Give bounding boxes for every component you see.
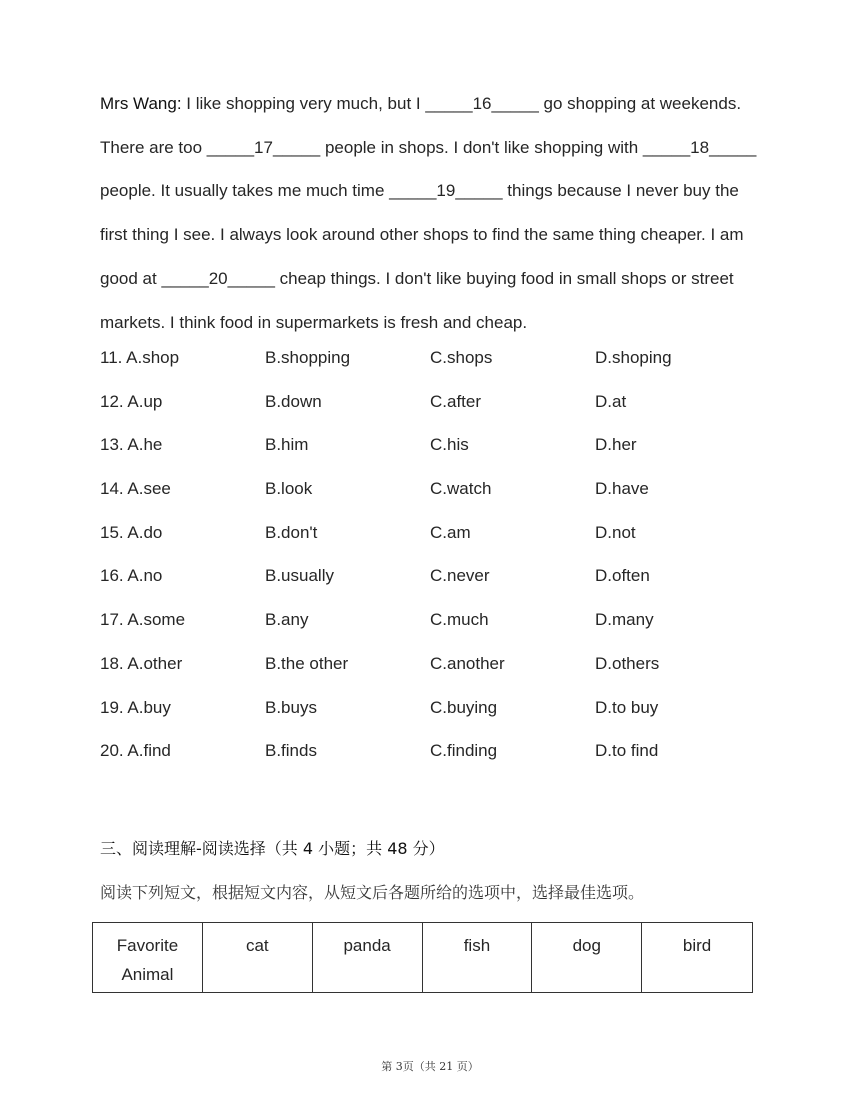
option-row <box>100 467 760 511</box>
table-cell: dog <box>532 923 642 993</box>
option-a: 16. A.no <box>100 566 163 586</box>
favorite-animal-table <box>92 922 753 993</box>
option-b: B.any <box>265 610 309 630</box>
option-d: D.often <box>595 566 650 586</box>
option-a: 11. A.shop <box>100 348 180 367</box>
option-a: 20. A.find <box>100 741 171 761</box>
option-b: B.shopping <box>265 348 351 367</box>
table-cell: bird <box>642 923 753 993</box>
option-c: C.another <box>430 653 505 673</box>
option-d: D.many <box>595 610 654 630</box>
option-row <box>100 380 760 424</box>
option-row <box>100 729 760 773</box>
option-c: C.am <box>430 522 471 542</box>
option-a: 15. A.do <box>100 522 163 542</box>
option-row <box>100 511 760 555</box>
options-list <box>100 336 760 773</box>
option-b: B.usually <box>265 566 334 586</box>
option-row <box>100 598 760 642</box>
speaker-label: Mrs Wang: <box>100 94 182 113</box>
option-a: 18. A.other <box>100 653 183 673</box>
option-b: B.down <box>265 391 322 411</box>
option-a: 17. A.some <box>100 610 186 630</box>
option-d: D.to buy <box>595 697 659 717</box>
option-d: D.others <box>595 653 660 673</box>
option-row <box>100 423 760 467</box>
table-cell: panda <box>312 923 422 993</box>
option-row <box>100 686 760 730</box>
option-a: 19. A.buy <box>100 697 171 717</box>
option-b: B.don't <box>265 522 318 542</box>
option-c: C.shops <box>430 348 493 367</box>
option-c: C.buying <box>430 697 498 717</box>
option-a: 14. A.see <box>100 479 171 499</box>
option-d: D.at <box>595 391 627 411</box>
option-b: B.buys <box>265 697 317 717</box>
section-title: 三、阅读理解-阅读选择（共 4 小题；共 48 分） <box>100 839 445 858</box>
option-row <box>100 336 760 380</box>
page-footer: 第 3页（共 21 页） <box>381 1060 479 1073</box>
option-a: 12. A.up <box>100 391 163 411</box>
option-c: C.never <box>430 566 490 586</box>
table-cell-header: Favorite Animal <box>93 923 203 993</box>
section-instructions: 阅读下列短文，根据短文内容，从短文后各题所给的选项中，选择最佳选项。 <box>100 883 645 902</box>
option-row <box>100 642 760 686</box>
option-c: C.finding <box>430 741 498 761</box>
option-b: B.the other <box>265 653 349 673</box>
table-cell: cat <box>202 923 312 993</box>
option-d: D.have <box>595 479 649 499</box>
option-b: B.him <box>265 435 309 455</box>
option-d: D.shoping <box>595 348 672 367</box>
table-row <box>93 923 753 993</box>
option-c: C.much <box>430 610 489 630</box>
option-d: D.her <box>595 435 637 455</box>
option-d: D.to find <box>595 741 659 761</box>
option-a: 13. A.he <box>100 435 163 455</box>
option-d: D.not <box>595 522 636 542</box>
option-b: B.look <box>265 479 313 499</box>
passage-text: I like shopping very much, but I _____16_____ go shopping at weekends. There are too _____17_____ people in shops. I don't like shopping with _____18_____ people. It usually takes me much time _____19_____ things because I never buy the first thing I see. I always look around other shops to find the same thing cheaper. I am good at _____20_____ cheap things. I don't like buying food in small shops or street markets. I think food in supermarkets is fresh and cheap. <box>100 94 757 332</box>
table-cell: fish <box>422 923 532 993</box>
option-c: C.after <box>430 391 482 411</box>
option-c: C.his <box>430 435 469 455</box>
option-b: B.finds <box>265 741 317 761</box>
passage <box>100 82 760 344</box>
option-row <box>100 554 760 598</box>
option-c: C.watch <box>430 479 492 499</box>
